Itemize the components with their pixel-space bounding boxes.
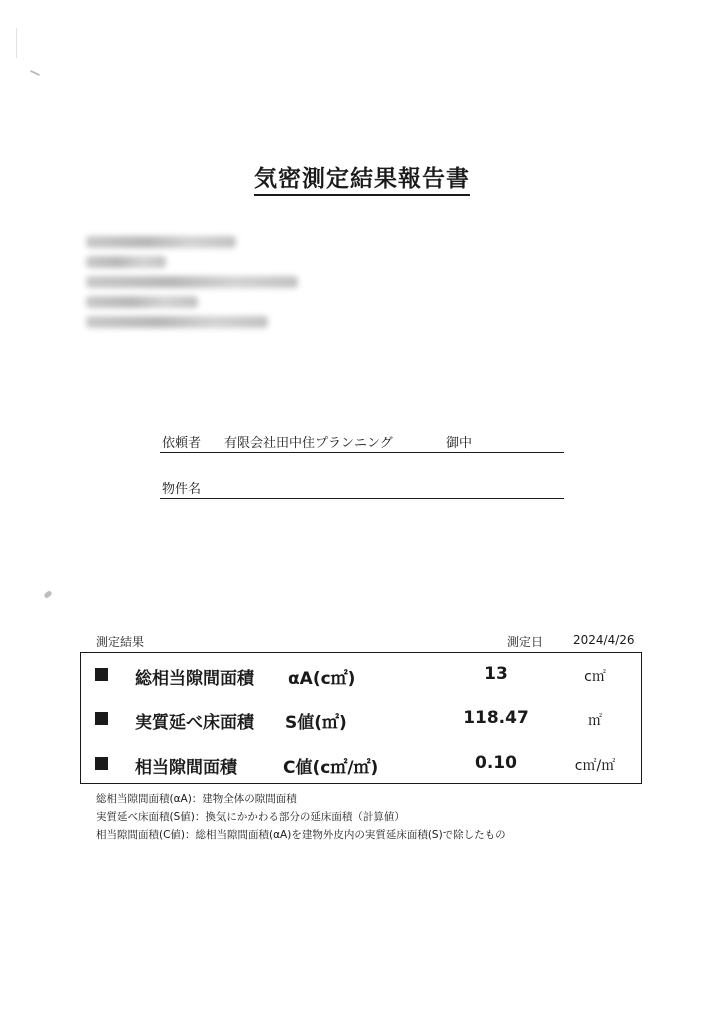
date-label: 測定日 [507, 635, 544, 649]
report-title-text: 気密測定結果報告書 [254, 166, 470, 196]
client-label: 依頼者 [162, 436, 202, 451]
result-name: 総相当隙間面積 [135, 669, 254, 689]
scan-mark [43, 590, 52, 599]
client-honorific: 御中 [446, 436, 473, 451]
results-section-label: 測定結果 [96, 635, 145, 649]
result-value: 118.47 [463, 708, 529, 728]
black-square-icon [95, 712, 108, 725]
report-title [0, 160, 724, 193]
result-unit: c㎡/㎡ [574, 758, 616, 774]
redacted-line [86, 296, 198, 308]
property-field [160, 476, 564, 499]
result-symbol: S値(㎡) [285, 713, 347, 733]
result-name: 相当隙間面積 [135, 758, 237, 778]
note-line: 相当隙間面積(C値)：総相当隙間面積(αA)を建物外皮内の実質延床面積(S)で除したもの [96, 829, 506, 841]
result-value: 13 [484, 664, 508, 684]
result-value: 0.10 [475, 753, 517, 773]
redacted-line [86, 256, 166, 268]
scan-mark [16, 28, 17, 58]
result-name: 実質延べ床面積 [135, 713, 254, 733]
redacted-line [86, 236, 236, 248]
notes-block [96, 790, 506, 844]
results-box [80, 652, 642, 784]
result-row-alpha-a [81, 661, 641, 691]
note-line: 総相当隙間面積(αA)：建物全体の隙間面積 [96, 793, 297, 805]
result-row-c-value [81, 750, 641, 780]
property-label: 物件名 [162, 482, 202, 497]
result-row-s-value [81, 705, 641, 735]
scan-mark [30, 70, 40, 76]
black-square-icon [95, 668, 108, 681]
redacted-line [86, 276, 298, 288]
result-unit: ㎡ [588, 713, 602, 729]
client-name: 有限会社田中住プランニング [224, 436, 393, 451]
measurement-date: 2024/4/26 [573, 633, 635, 647]
result-symbol: C値(c㎡/㎡) [283, 758, 379, 778]
result-symbol: αA(c㎡) [288, 669, 356, 689]
redacted-line [86, 316, 268, 328]
black-square-icon [95, 757, 108, 770]
result-unit: c㎡ [584, 669, 606, 685]
client-field [160, 430, 564, 453]
note-line: 実質延べ床面積(S値)：換気にかかわる部分の延床面積（計算値） [96, 811, 405, 823]
redacted-address-block [86, 236, 316, 336]
